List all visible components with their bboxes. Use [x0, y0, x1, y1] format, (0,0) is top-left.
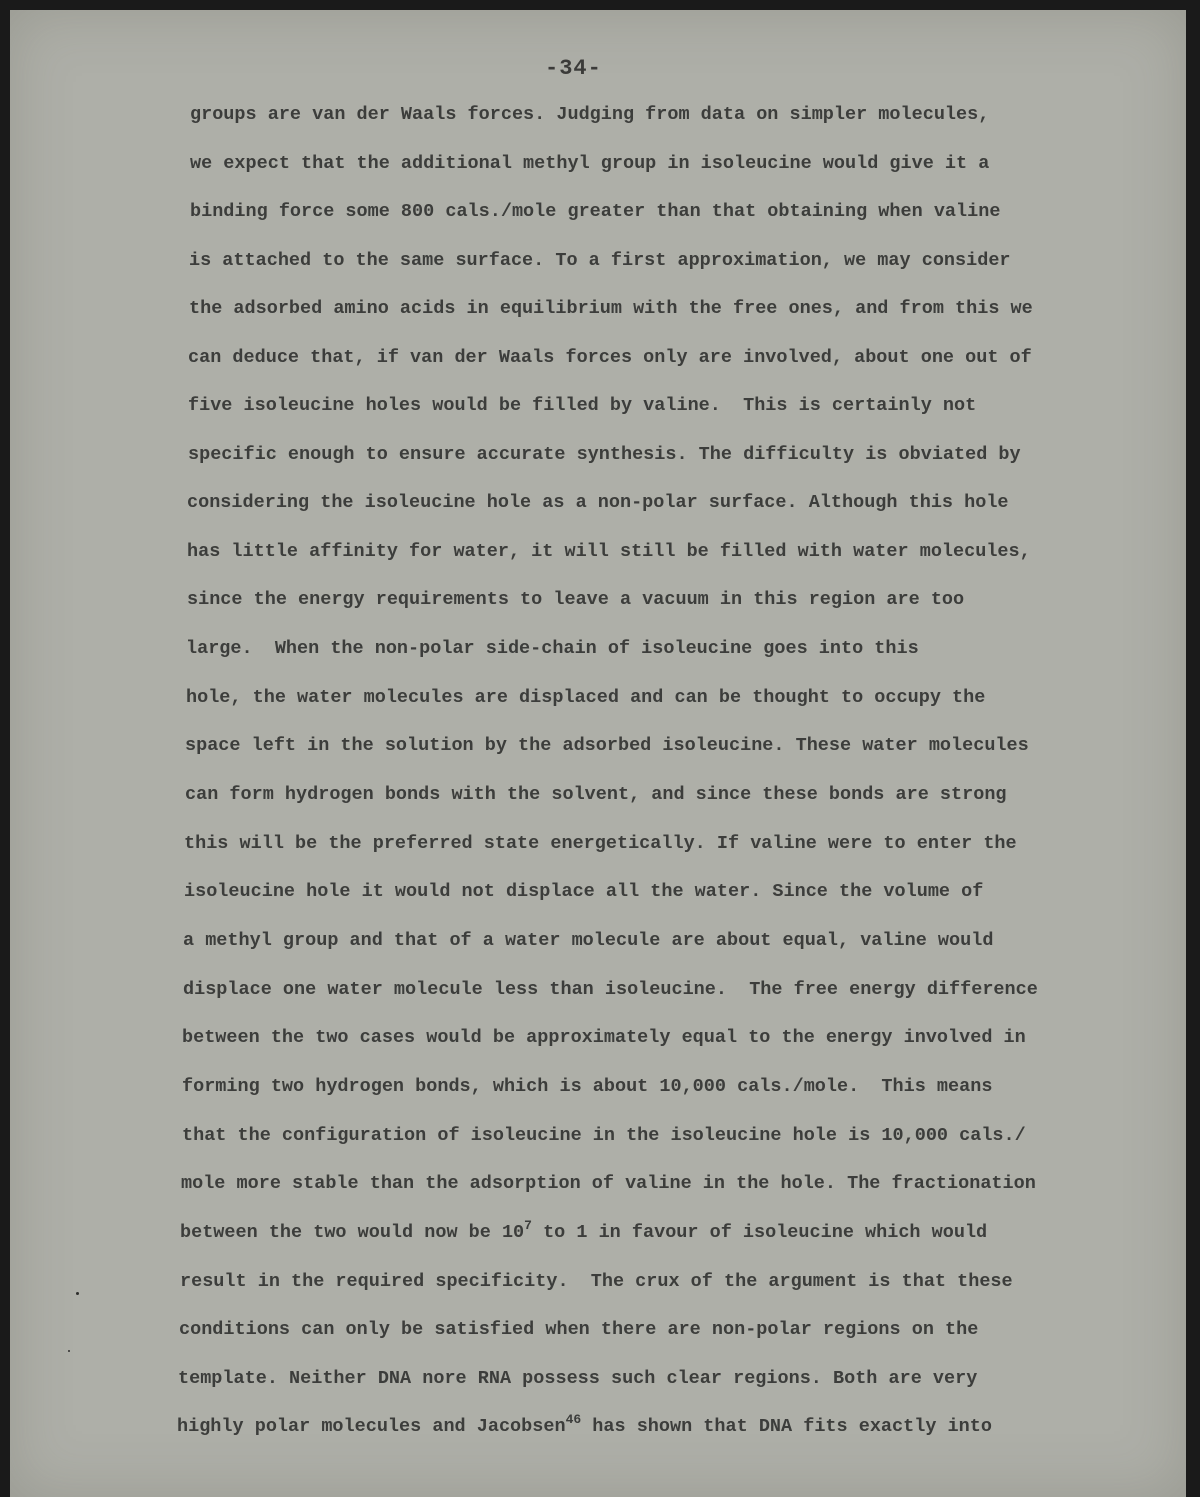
text-line: space left in the solution by the adsorbed isoleucine. These water molecules: [185, 735, 1029, 756]
text-line: isoleucine hole it would not displace all the water. Since the volume of: [184, 881, 984, 902]
text-line: [177, 1412, 992, 1437]
text-line: mole more stable than the adsorption of valine in the hole. The fractionation: [181, 1173, 1036, 1194]
text-line-part: between the two would now be 10: [180, 1222, 525, 1243]
superscript-exponent: 7: [524, 1218, 532, 1233]
text-line: result in the required specificity. The crux of the argument is that these: [180, 1271, 1013, 1292]
text-line: template. Neither DNA nore RNA possess such clear regions. Both are very: [178, 1368, 978, 1389]
text-line: forming two hydrogen bonds, which is about 10,000 cals./mole. This means: [182, 1076, 993, 1097]
text-line: hole, the water molecules are displaced and can be thought to occupy the: [186, 687, 986, 708]
text-line: is attached to the same surface. To a first approximation, we may consider: [189, 250, 1011, 271]
text-line: large. When the non-polar side-chain of isoleucine goes into this: [186, 638, 919, 659]
text-line: specific enough to ensure accurate synthesis. The difficulty is obviated by: [188, 444, 1021, 465]
text-line-part: has shown that DNA fits exactly into: [581, 1416, 992, 1437]
text-line: between the two cases would be approximately equal to the energy involved in: [182, 1027, 1026, 1048]
text-line: binding force some 800 cals./mole greater than that obtaining when valine: [190, 201, 1001, 222]
text-line: can form hydrogen bonds with the solvent, and since these bonds are strong: [185, 784, 1007, 805]
text-line: groups are van der Waals forces. Judging from data on simpler molecules,: [190, 104, 990, 125]
text-line: has little affinity for water, it will still be filled with water molecules,: [187, 541, 1031, 562]
text-line: that the configuration of isoleucine in the isoleucine hole is 10,000 cals./: [182, 1125, 1026, 1146]
text-line: a methyl group and that of a water molecule are about equal, valine would: [183, 930, 994, 951]
text-line-part: highly polar molecules and Jacobsen: [177, 1416, 566, 1437]
text-line: can deduce that, if van der Waals forces only are involved, about one out of: [188, 347, 1032, 368]
text-line: we expect that the additional methyl group in isoleucine would give it a: [190, 153, 990, 174]
text-line: this will be the preferred state energetically. If valine were to enter the: [184, 833, 1017, 854]
text-line: considering the isoleucine hole as a non-polar surface. Although this hole: [187, 492, 1009, 513]
text-line-part: to 1 in favour of isoleucine which would: [531, 1222, 988, 1243]
text-line: the adsorbed amino acids in equilibrium with the free ones, and from this we: [189, 298, 1033, 319]
text-line: conditions can only be satisfied when there are non-polar regions on the: [179, 1319, 979, 1340]
text-line: [180, 1218, 988, 1243]
text-line: five isoleucine holes would be filled by valine. This is certainly not: [188, 395, 977, 416]
superscript-reference: 46: [565, 1412, 582, 1427]
text-line: since the energy requirements to leave a vacuum in this region are too: [187, 589, 965, 610]
page-number: -34-: [545, 56, 602, 81]
text-line: displace one water molecule less than isoleucine. The free energy difference: [183, 979, 1038, 1000]
